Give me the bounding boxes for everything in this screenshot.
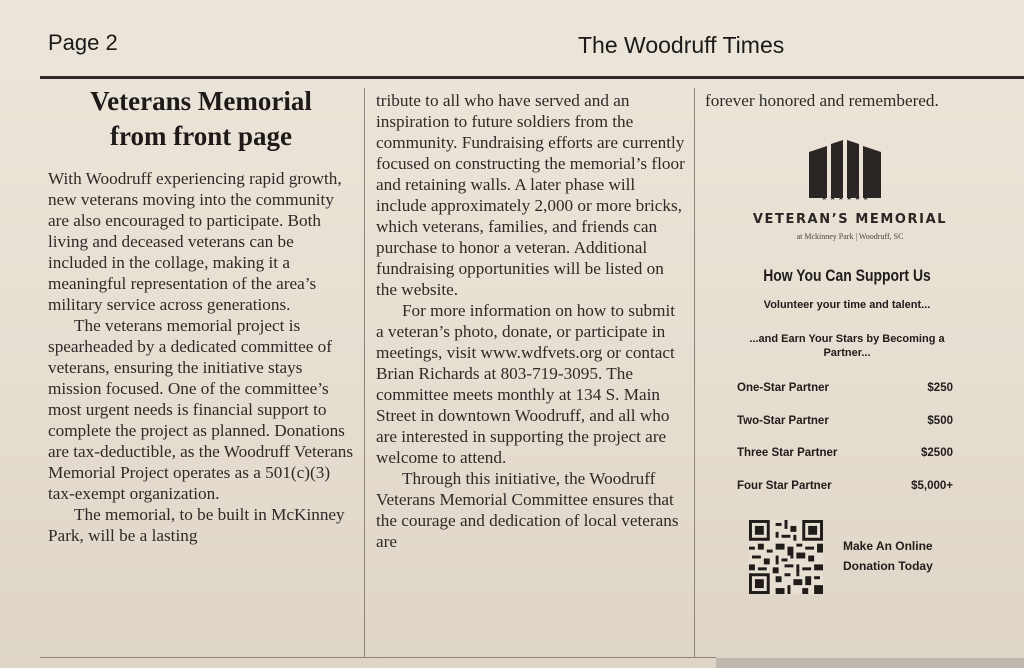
ad-volunteer-text: Volunteer your time and talent...: [763, 299, 931, 311]
article-headline: [48, 84, 354, 154]
page-edge-shadow: [716, 658, 1024, 668]
headline-line-2: from front page: [110, 121, 292, 151]
logo-stars: ★★★★★★: [821, 194, 871, 202]
ad-earn-text-1: ...and Earn Your Stars by Becoming a: [749, 333, 945, 345]
paragraph: For more information on how to submit a veteran’s photo, donate, or participate in meetings, visit www.wdfvets.org or contact Brian Richards at 803-719-3095. The committee meets monthly at 134 S. Main Street in downtown Woodruff, and all who are interested in supporting the project are welcome to attend.: [376, 301, 676, 467]
article-column-1: [48, 168, 354, 546]
ad-heading: How You Can Support Us: [763, 266, 931, 285]
article-column-3: [705, 90, 1005, 111]
page-number: Page 2: [48, 30, 118, 55]
tier-name: Three Star Partner: [737, 447, 838, 459]
tier-row: [737, 382, 953, 398]
tier-name: Two-Star Partner: [737, 415, 829, 427]
article-column-2: [376, 90, 686, 552]
headline-line-1: Veterans Memorial: [90, 86, 312, 116]
paragraph: The veterans memorial project is spearheaded by a dedicated committee of veterans, ensuring the initiative stays mission focused. One of the committee’s most urgent needs is financial support to complete the project as planned. Donations are tax-deductible, as the Woodruff Veterans Memorial Project operates as a 501(c)(3) tax-exempt organization.: [48, 316, 354, 503]
online-line-2: Donation Today: [843, 559, 933, 573]
masthead-rule: [40, 76, 1024, 79]
paragraph: tribute to all who have served and an inspiration to future soldiers from the community. Fundraising efforts are currently focused on constructing the memorial’s floor and retaining walls. A later phase will include approximately 2,000 or more bricks, which veterans, families, and friends can purchase to honor a veteran. Additional fundraising opportunities will be listed on the website.: [376, 91, 685, 299]
qr-code-icon: [749, 520, 823, 594]
tier-price: $500: [927, 415, 953, 427]
logo-subtitle: at Mckinney Park | Woodruff, SC: [796, 232, 904, 241]
tier-price: $250: [927, 382, 953, 394]
paragraph: With Woodruff experiencing rapid growth, new veterans moving into the community are also encouraged to participate. Both living and deceased veterans can be included in the collage, making it a meaningful representation of the area’s military service across generations.: [48, 169, 342, 314]
tier-name: Four Star Partner: [737, 480, 832, 492]
online-donation-text: [843, 536, 953, 576]
paragraph: forever honored and remembered.: [705, 91, 939, 110]
tier-price: $5,000+: [911, 480, 953, 492]
bottom-rule: [40, 657, 716, 658]
ad-earn-text-2: Partner...: [823, 347, 871, 359]
tier-name: One-Star Partner: [737, 382, 830, 394]
newspaper-name: The Woodruff Times: [578, 32, 785, 58]
column-divider: [364, 88, 365, 658]
paragraph: Through this initiative, the Woodruff Veterans Memorial Committee ensures that the courage and dedication of local veterans are: [376, 469, 679, 551]
paragraph: The memorial, to be built in McKinney Park, will be a lasting: [48, 505, 345, 545]
memorial-building-icon: [805, 138, 885, 198]
logo-title: VETERAN’S MEMORIAL: [752, 212, 948, 227]
tier-price: $2500: [921, 447, 953, 459]
tier-row: [737, 415, 953, 431]
tier-row: [737, 447, 953, 463]
column-divider: [694, 88, 695, 658]
online-line-1: Make An Online: [843, 539, 933, 553]
tier-row: [737, 480, 953, 496]
